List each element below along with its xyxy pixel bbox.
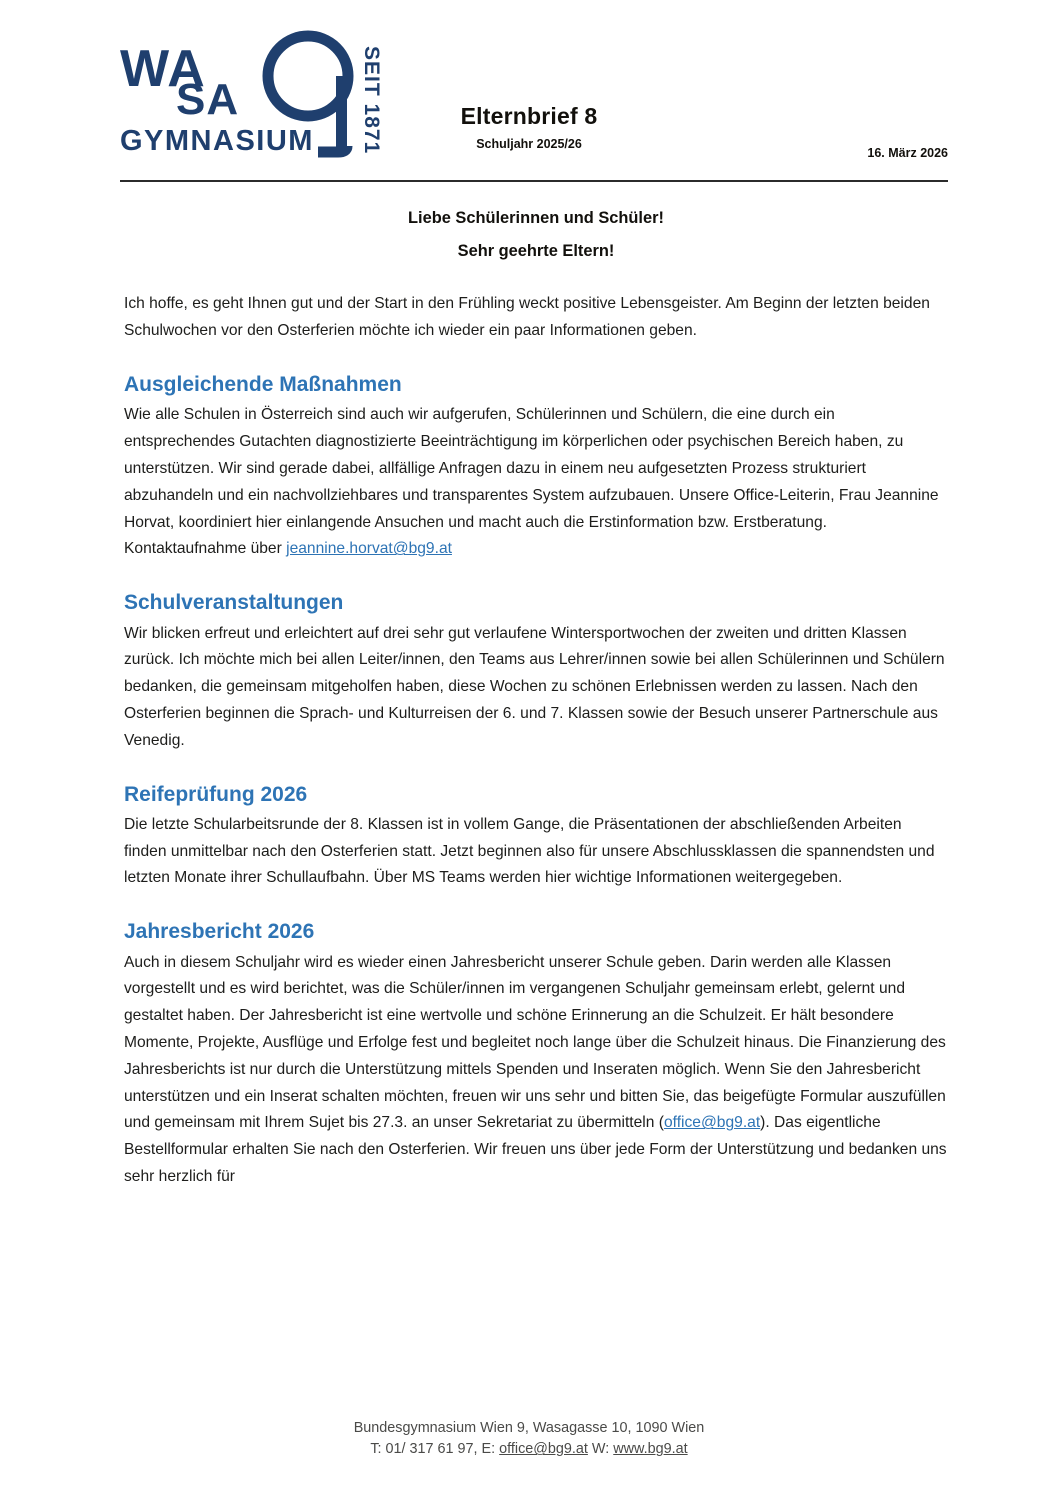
intro-paragraph: Ich hoffe, es geht Ihnen gut und der Start in den Frühling weckt positive Lebensgeister. Am Beginn der letzten beiden Schulwochen vor den Osterferien möchte ich wieder ein paar Informationen geben.	[124, 295, 930, 340]
title-block	[0, 104, 1058, 151]
section-body-ausgleichende-massnahmen	[124, 402, 948, 563]
section-heading-reifepruefung-2026: Reifeprüfung 2026	[124, 782, 308, 806]
section-body-reifepruefung-2026: Die letzte Schularbeitsrunde der 8. Klassen ist in vollem Gange, die Präsentationen der abschließenden Arbeiten finden unmittelbar nach den Osterferien statt. Jetzt beginnen also für unsere Abschlussklassen die spannendsten und letzten Monate ihrer Schullaufbahn. Über MS Teams werden hier wichtige Informationen weitergegeben.	[124, 815, 935, 887]
header-divider	[120, 180, 948, 182]
svg-text:WA: WA	[120, 40, 206, 98]
footer-address: Bundesgymnasium Wien 9, Wasagasse 10, 1090 Wien	[353, 1419, 705, 1436]
footer-phone-label: T: 01/ 317 61 97, E:	[370, 1441, 500, 1458]
section-body-schulveranstaltungen: Wir blicken erfreut und erleichtert auf drei sehr gut verlaufene Wintersportwochen der zweiten und dritten Klassen zurück. Ich möchte mich bei allen Leiter/innen, den Teams aus Lehrer/innen sowie bei allen Schülerinnen und Schülern bedanken, die gemeinsam mitgeholfen haben, diese Wochen zu schönen Erlebnissen werden zu lassen. Nach den Osterferien beginnen die Sprach- und Kulturreisen der 6. und 7. Klassen sowie der Besuch unserer Partnerschule aus Venedig.	[124, 624, 945, 749]
section-text: Auch in diesem Schuljahr wird es wieder einen Jahresbericht unserer Schule geben. Darin werden alle Klassen vorgestellt und es wird berichtet, was die Schüler/innen im vergangenen Schuljahr gemeinsam erlebt, gelernt und gestaltet haben. Der Jahresbericht ist eine wertvolle und schöne Erinnerung an die Schulzeit. Er hält besondere Momente, Projekte, Ausflüge und Erfolge fest und begleitet noch lange über die Schulzeit hinaus. Die Finanzierung des Jahresberichts ist nur durch die Unterstützung mittels Spenden und Inseraten möglich. Wenn Sie den Jahresbericht unterstützen und ein Inserat schalten möchten, freuen wir uns sehr und bitten Sie, das beigefügte Formular auszufüllen und gemeinsam mit Ihrem Sujet bis 27.3. an unser Sekretariat zu übermitteln (	[124, 953, 946, 1132]
section-body-jahresbericht-2026	[124, 950, 948, 1191]
section-heading-jahresbericht-2026: Jahresbericht 2026	[124, 920, 315, 944]
document-date: 16. März 2026	[867, 146, 948, 160]
email-link-jeannine-horvat[interactable]: jeannine.horvat@bg9.at	[286, 540, 452, 558]
section-heading-ausgleichende-massnahmen: Ausgleichende Maßnahmen	[124, 373, 402, 397]
document-header	[0, 0, 1058, 168]
email-link-office[interactable]: office@bg9.at	[663, 1114, 761, 1132]
section-heading-schulveranstaltungen: Schulveranstaltungen	[124, 591, 344, 615]
svg-text:GYMNASIUM: GYMNASIUM	[120, 125, 314, 157]
document-footer	[0, 1418, 1058, 1461]
footer-contact	[0, 1439, 1058, 1461]
document-body	[124, 196, 948, 1191]
salutation	[124, 204, 948, 265]
section-text-tail: ). Das eigentliche Bestellformular erhalten Sie nach den Osterferien. Wir freuen uns über jede Form der Unterstützung und bedanken uns sehr herzlich für	[124, 1114, 947, 1186]
footer-website-link[interactable]: www.bg9.at	[613, 1441, 688, 1458]
section-text: Wie alle Schulen in Österreich sind auch wir aufgerufen, Schülerinnen und Schülern, die eine durch ein entsprechendes Gutachten diagnostizierte Beeinträchtigung im körperlichen oder psychischen Bereich haben, zu unterstützen. Wir sind gerade dabei, allfällige Anfragen dazu in einem neu aufgesetzten Prozess strukturiert abzuhandeln und ein nachvollziehbares und transparentes System aufzubauen. Unsere Office-Leiterin, Frau Jeannine Horvat, koordiniert hier einlangende Ansuchen und macht auch die Erstinformation bzw. Erstberatung. Kontaktaufnahme über	[124, 406, 939, 558]
footer-web-label: W:	[587, 1441, 614, 1458]
footer-email-link[interactable]: office@bg9.at	[499, 1441, 588, 1458]
salutation-line-2: Sehr geehrte Eltern!	[457, 241, 615, 260]
salutation-line-1: Liebe Schülerinnen und Schüler!	[408, 209, 664, 227]
page-title: Elternbrief 8	[460, 103, 598, 129]
school-year-subtitle: Schuljahr 2025/26	[476, 137, 582, 152]
svg-text:SEIT 1871: SEIT 1871	[360, 46, 383, 155]
svg-text:SA: SA	[176, 75, 240, 124]
